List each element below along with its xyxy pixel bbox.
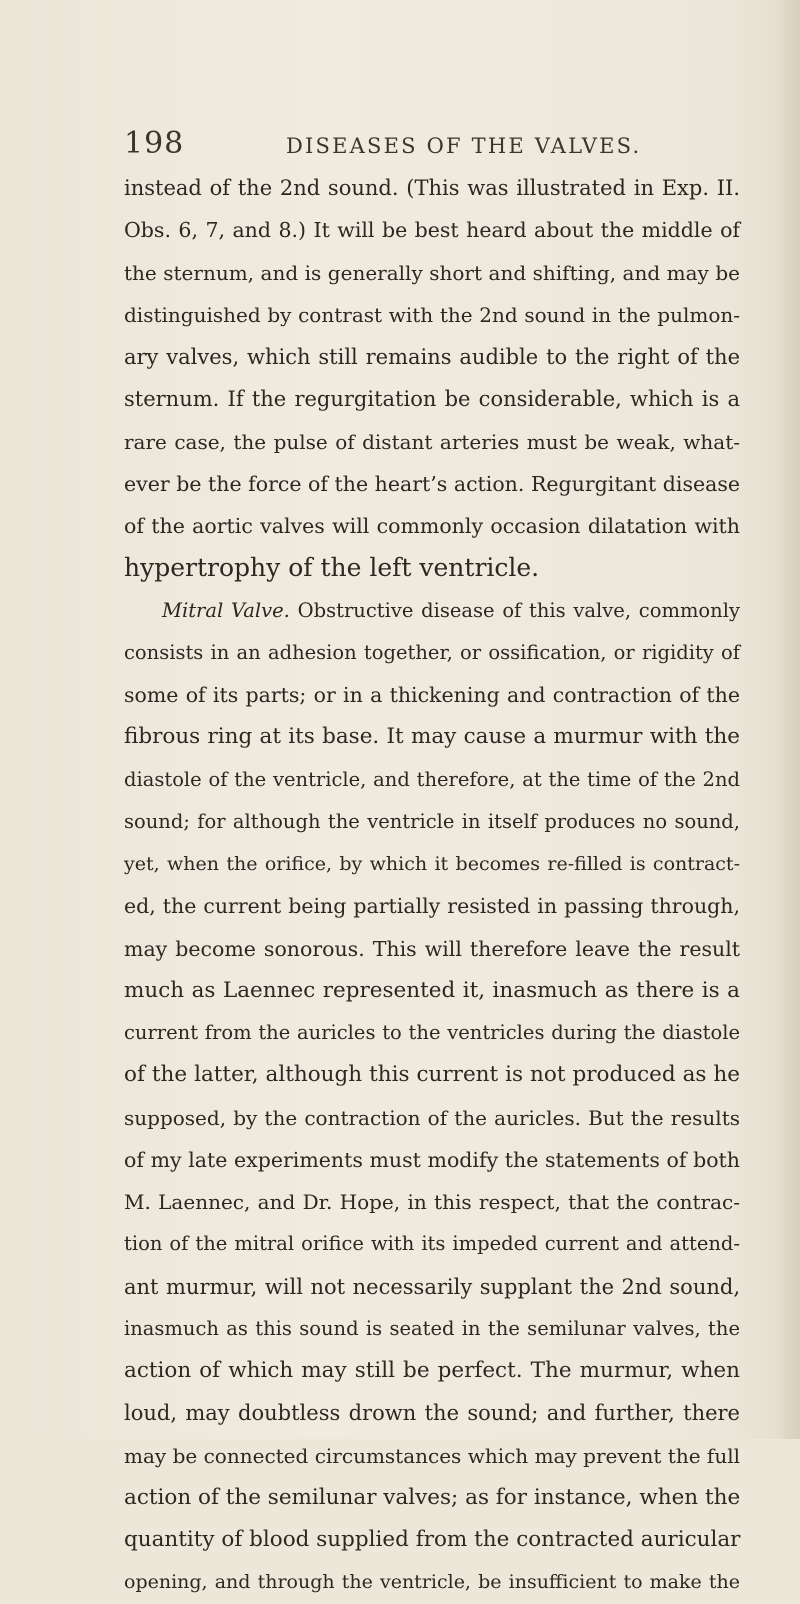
text-line: consists in an adhesion together, or ossification, or rigidity of [124, 640, 740, 664]
body-text [124, 167, 740, 1604]
text-line: tion of the mitral orifice with its impeded current and attend- [124, 1232, 740, 1256]
text-line: M. Laennec, and Dr. Hope, in this respect, that the contrac- [124, 1190, 740, 1214]
text-line: ed, the current being partially resisted in passing through, [124, 894, 740, 919]
text-line: rare case, the pulse of distant arteries must be weak, what- [124, 429, 740, 454]
text-line: quantity of blood supplied from the contracted auricular [124, 1527, 741, 1552]
text-line: diastole of the ventricle, and therefore, at the time of the 2nd [124, 767, 740, 791]
text-line: sound; for although the ventricle in itself produces no sound, [124, 809, 740, 833]
text-line: current from the auricles to the ventricles during the diastole [124, 1021, 740, 1044]
running-title: DISEASES OF THE VALVES. [286, 134, 642, 158]
text-line: of the latter, although this current is not produced as he [124, 1062, 740, 1088]
text-line: sternum. If the regurgitation be considerable, which is a [124, 387, 740, 412]
text-line: ary valves, which still remains audible to the right of the [124, 345, 740, 369]
section-heading: Mitral Valve. [162, 598, 290, 622]
text-line: may be connected circumstances which may prevent the full [124, 1443, 740, 1468]
page-edge-shadow [774, 0, 800, 1439]
text-line: fibrous ring at its base. It may cause a murmur with the [124, 724, 740, 750]
text-line: ant murmur, will not necessarily supplant the 2nd sound, [124, 1274, 740, 1299]
text-line: of the aortic valves will commonly occasion dilatation with [124, 514, 740, 538]
text-line: hypertrophy of the left ventricle. [124, 553, 540, 583]
text-line: loud, may doubtless drown the sound; and further, there [124, 1401, 740, 1426]
text-line: ever be the force of the heart’s action. Regurgitant disease [124, 471, 740, 496]
text-line: the sternum, and is generally short and shifting, and may be [124, 260, 740, 285]
text-line: action of which may still be perfect. The murmur, when [124, 1358, 740, 1383]
text-line: action of the semilunar valves; as for instance, when the [124, 1484, 741, 1510]
text-line: yet, when the orifice, by which it becomes re-filled is contract- [124, 853, 740, 875]
text-line: much as Laennec represented it, inasmuch as there is a [124, 977, 740, 1003]
text-line: opening, and through the ventricle, be insufficient to make the [124, 1571, 740, 1594]
text-line: distinguished by contrast with the 2nd sound in the pulmon- [124, 302, 740, 327]
section-paragraph-start [124, 590, 740, 632]
text-line: inasmuch as this sound is seated in the semilunar valves, the [124, 1316, 740, 1340]
text-line: supposed, by the contraction of the auricles. But the results [124, 1105, 740, 1130]
text-line: of my late experiments must modify the statements of both [124, 1147, 740, 1172]
text-line: may become sonorous. This will therefore leave the result [124, 936, 740, 961]
page-number: 198 [124, 126, 185, 161]
text-line: instead of the 2nd sound. (This was illustrated in Exp. II. [124, 176, 740, 200]
text-line: some of its parts; or in a thickening and contraction of the [124, 683, 740, 707]
text-line: Obstructive disease of this valve, commonly [297, 598, 740, 622]
text-line: Obs. 6, 7, and 8.) It will be best heard about the middle of [124, 218, 740, 243]
running-head [124, 126, 734, 162]
